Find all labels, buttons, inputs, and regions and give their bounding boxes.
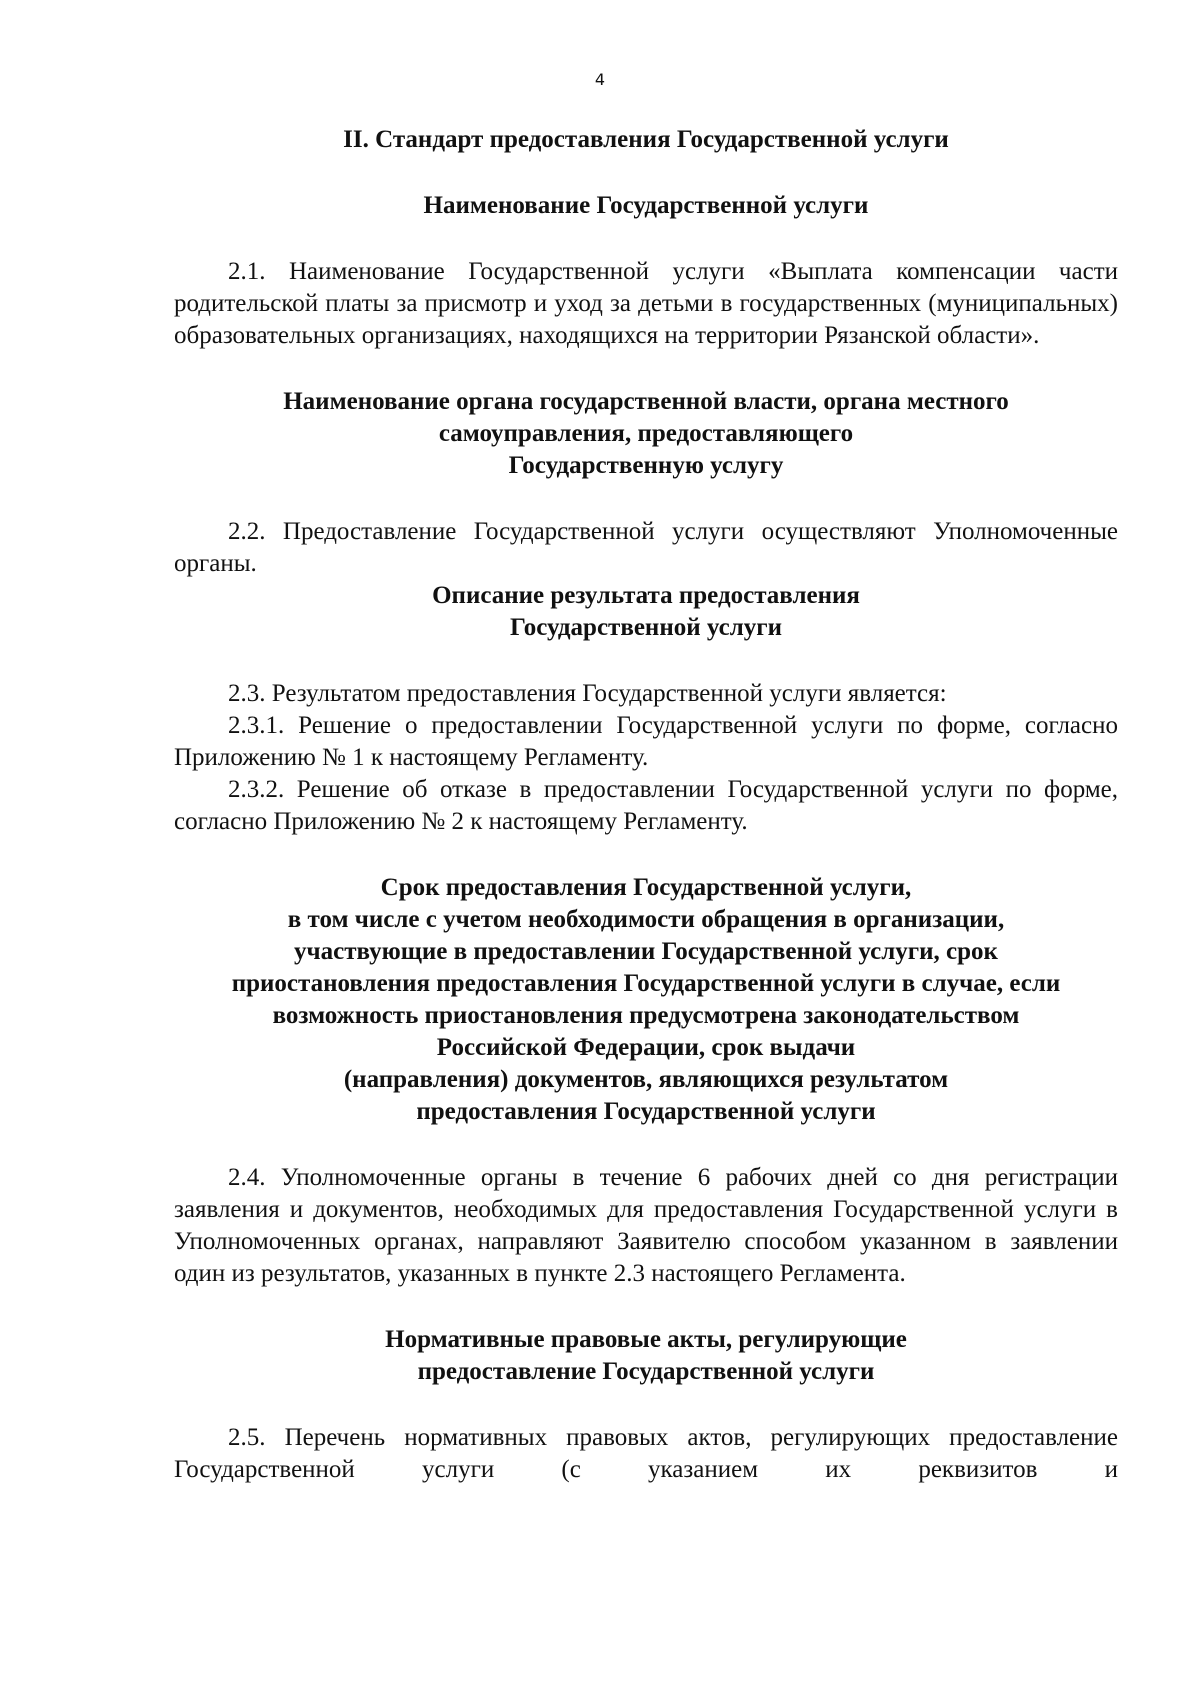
heading-line: Срок предоставления Государственной услуги,: [380, 874, 912, 901]
heading-authority: [174, 386, 1118, 482]
heading-line: Государственную услугу: [508, 452, 784, 479]
section-title: II. Стандарт предоставления Государственной услуги: [343, 126, 949, 153]
heading-line: участвующие в предоставлении Государственной услуги, срок: [294, 938, 998, 965]
heading-line: Нормативные правовые акты, регулирующие: [385, 1326, 907, 1353]
heading-acts: [174, 1324, 1118, 1388]
heading-line: предоставления Государственной услуги: [416, 1098, 876, 1125]
heading-line: предоставление Государственной услуги: [417, 1358, 875, 1385]
paragraph-2-4: 2.4. Уполномоченные органы в течение 6 рабочих дней со дня регистрации заявления и документов, необходимых для предоставления Государственной услуги в Уполномоченных органах, направляют Заявителю способом указанном в заявлении один из результатов, указанных в пункте 2.3 настоящего Регламента.: [174, 1164, 1118, 1287]
heading-line: Наименование органа государственной власти, органа местного: [283, 388, 1009, 415]
paragraph-2-3-1: 2.3.1. Решение о предоставлении Государственной услуги по форме, согласно Приложению № 1 к настоящему Регламенту.: [174, 712, 1118, 771]
paragraph-2-2: 2.2. Предоставление Государственной услуги осуществляют Уполномоченные органы.: [174, 518, 1118, 577]
page-number: 4: [594, 70, 606, 89]
page-content: [174, 124, 1118, 1486]
paragraph-2-3: 2.3. Результатом предоставления Государственной услуги является:: [228, 680, 947, 707]
heading-line: Описание результата предоставления: [432, 582, 860, 609]
heading-line: (направления) документов, являющихся результатом: [343, 1066, 949, 1093]
heading-line: Государственной услуги: [510, 614, 782, 641]
paragraph-2-3-2: 2.3.2. Решение об отказе в предоставлении Государственной услуги по форме, согласно Приложению № 2 к настоящему Регламенту.: [174, 776, 1118, 835]
heading-result: [174, 580, 1118, 644]
paragraph-2-5: 2.5. Перечень нормативных правовых актов, регулирующих предоставление Государственной услуги (с указанием их реквизитов и: [174, 1424, 1118, 1483]
heading-line: возможность приостановления предусмотрена законодательством: [272, 1002, 1020, 1029]
heading-line: приостановления предоставления Государственной услуги в случае, если: [231, 970, 1061, 997]
heading-line: Российской Федерации, срок выдачи: [436, 1034, 856, 1061]
paragraph-2-1: 2.1. Наименование Государственной услуги «Выплата компенсации части родительской платы за присмотр и уход за детьми в государственных (муниципальных) образовательных организациях, находящихся на территории Рязанской области».: [174, 258, 1118, 349]
heading-term: [174, 872, 1118, 1128]
heading-line: в том числе с учетом необходимости обращения в организации,: [287, 906, 1005, 933]
heading-service-name: Наименование Государственной услуги: [423, 192, 869, 219]
heading-line: самоуправления, предоставляющего: [438, 420, 854, 447]
